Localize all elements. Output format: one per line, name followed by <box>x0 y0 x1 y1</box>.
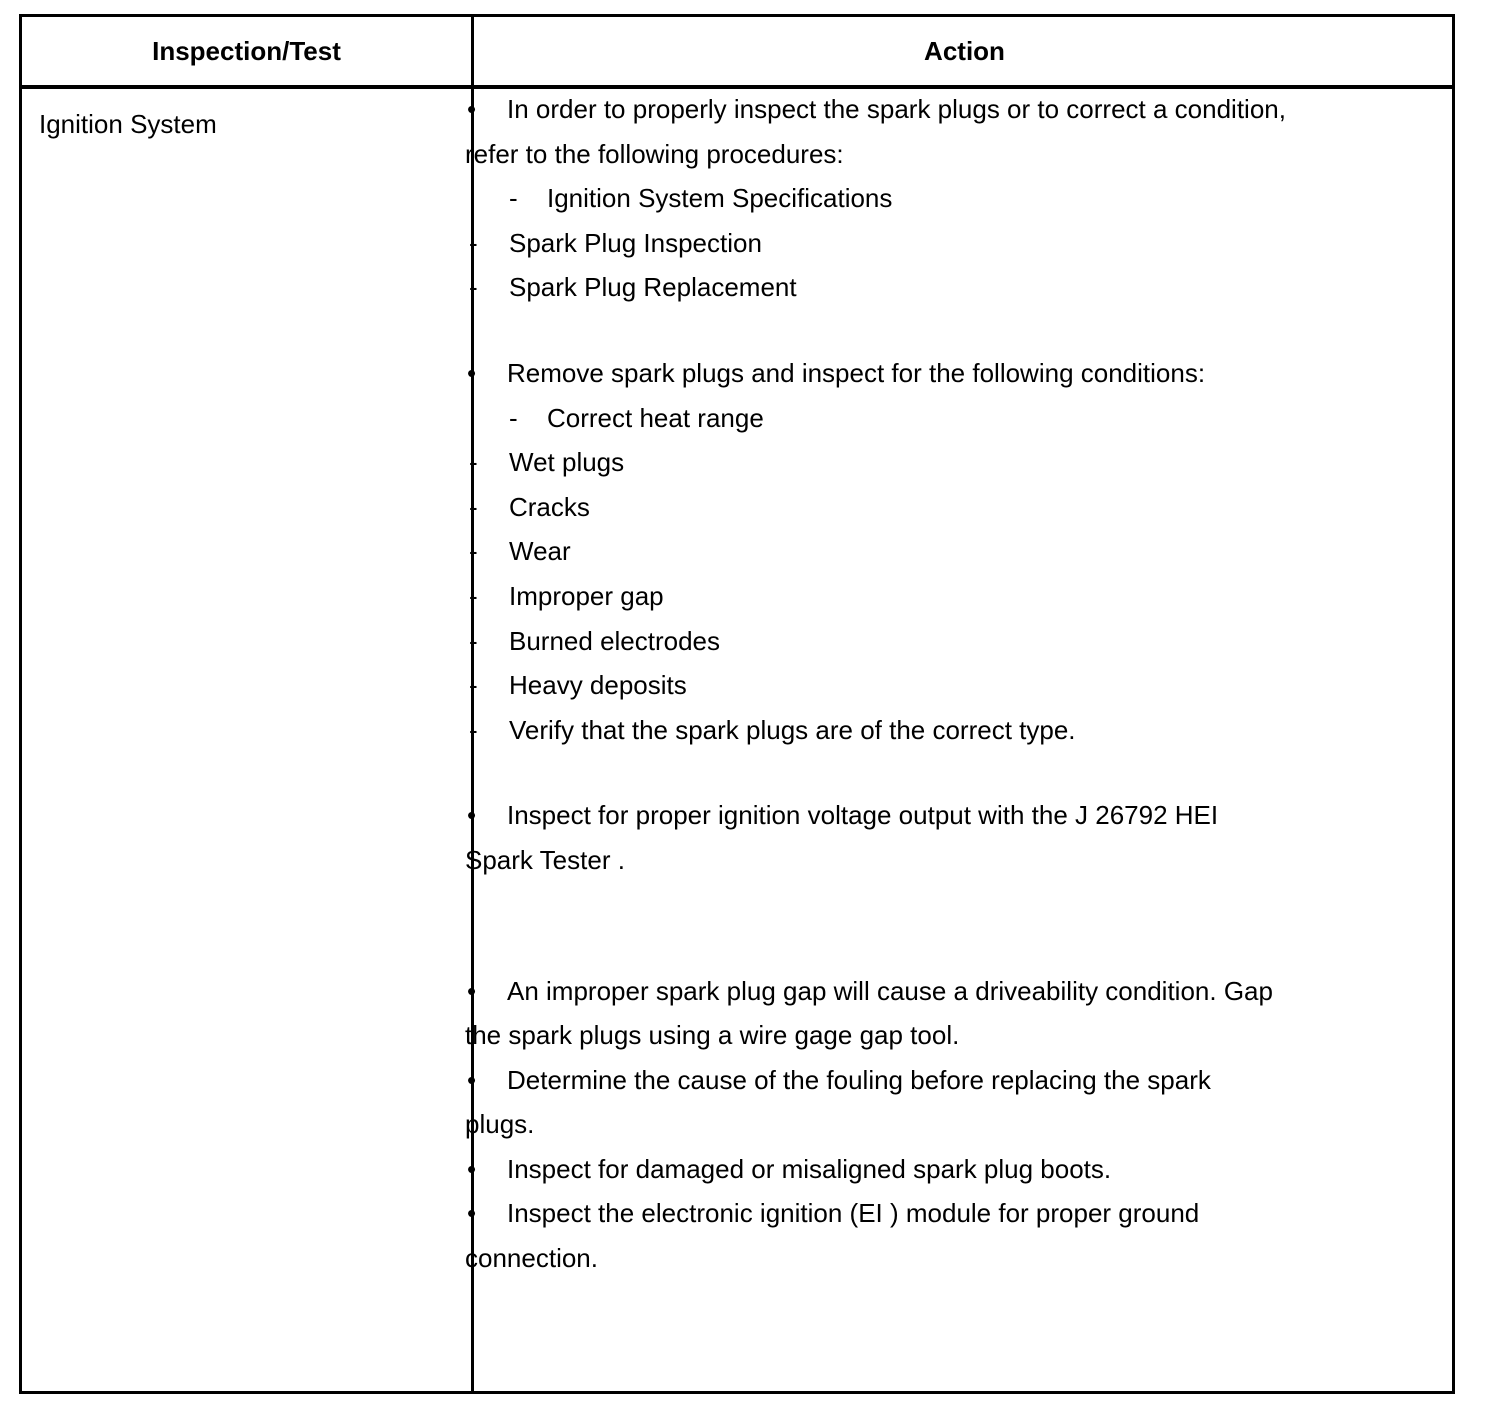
action-text: plugs. <box>465 1109 535 1140</box>
action-text: Remove spark plugs and inspect for the following conditions: <box>507 357 1206 388</box>
dash-mark: - <box>469 227 478 258</box>
list-item <box>465 485 1405 530</box>
list-item <box>465 1191 1405 1236</box>
dash-mark: - <box>469 670 478 701</box>
action-text: Spark Plug Replacement <box>509 272 797 303</box>
list-item <box>465 176 1405 221</box>
dash-mark: - <box>469 714 478 745</box>
action-text: Heavy deposits <box>509 670 687 701</box>
dash-mark: - <box>469 447 478 478</box>
list-item <box>465 351 1405 396</box>
action-text: Spark Plug Inspection <box>509 227 762 258</box>
action-text: Inspect for proper ignition voltage output with the J 26792 HEI <box>507 800 1219 831</box>
list-item <box>465 619 1405 664</box>
list-item <box>465 574 1405 619</box>
action-text: Improper gap <box>509 580 664 611</box>
inspection-cell: Ignition System <box>39 109 217 139</box>
bullet-mark: • <box>467 975 477 1006</box>
action-text: Inspect the electronic ignition (EI ) module for proper ground <box>507 1198 1200 1229</box>
list-item <box>465 221 1405 266</box>
action-text: refer to the following procedures: <box>465 138 844 169</box>
dash-mark: - <box>469 491 478 522</box>
action-text: Burned electrodes <box>509 625 721 656</box>
action-text: Wet plugs <box>509 447 625 478</box>
dash-mark: - <box>509 183 518 214</box>
dash-mark: - <box>469 536 478 567</box>
action-text: connection. <box>465 1243 598 1274</box>
bullet-mark: • <box>467 94 477 124</box>
bullet-mark: • <box>467 357 477 388</box>
action-text: Verify that the spark plugs are of the correct type. <box>509 714 1076 745</box>
action-text: An improper spark plug gap will cause a driveability condition. Gap <box>507 975 1273 1006</box>
action-text: Correct heat range <box>547 402 764 433</box>
dash-mark: - <box>469 580 478 611</box>
dash-mark: - <box>469 625 478 656</box>
list-item <box>465 1147 1405 1192</box>
header-inspection-test: Inspection/Test <box>152 35 341 66</box>
list-item <box>465 663 1405 708</box>
list-item <box>465 440 1405 485</box>
action-text: Spark Tester . <box>465 844 625 875</box>
list-item <box>465 529 1405 574</box>
list-item <box>465 708 1405 753</box>
list-item <box>465 265 1405 310</box>
list-item <box>465 396 1405 441</box>
action-text: Cracks <box>509 491 590 522</box>
bullet-mark: • <box>467 1064 477 1095</box>
action-text: Determine the cause of the fouling before replacing the spark <box>507 1064 1211 1095</box>
bullet-mark: • <box>467 1153 477 1184</box>
list-item <box>465 1058 1405 1103</box>
dash-mark: - <box>509 402 518 433</box>
action-text: Inspect for damaged or misaligned spark plug boots. <box>507 1153 1112 1184</box>
list-item <box>465 87 1405 132</box>
action-text: In order to properly inspect the spark plugs or to correct a condition, <box>507 94 1286 124</box>
action-text: the spark plugs using a wire gage gap tool. <box>465 1020 960 1051</box>
list-item <box>465 793 1405 838</box>
bullet-mark: • <box>467 800 477 831</box>
bullet-mark: • <box>467 1198 477 1229</box>
header-action: Action <box>924 35 1005 66</box>
action-text: Ignition System Specifications <box>547 183 893 214</box>
action-cell <box>465 87 1405 1281</box>
list-item <box>465 969 1405 1014</box>
action-text: Wear <box>509 536 571 567</box>
dash-mark: - <box>469 272 478 303</box>
